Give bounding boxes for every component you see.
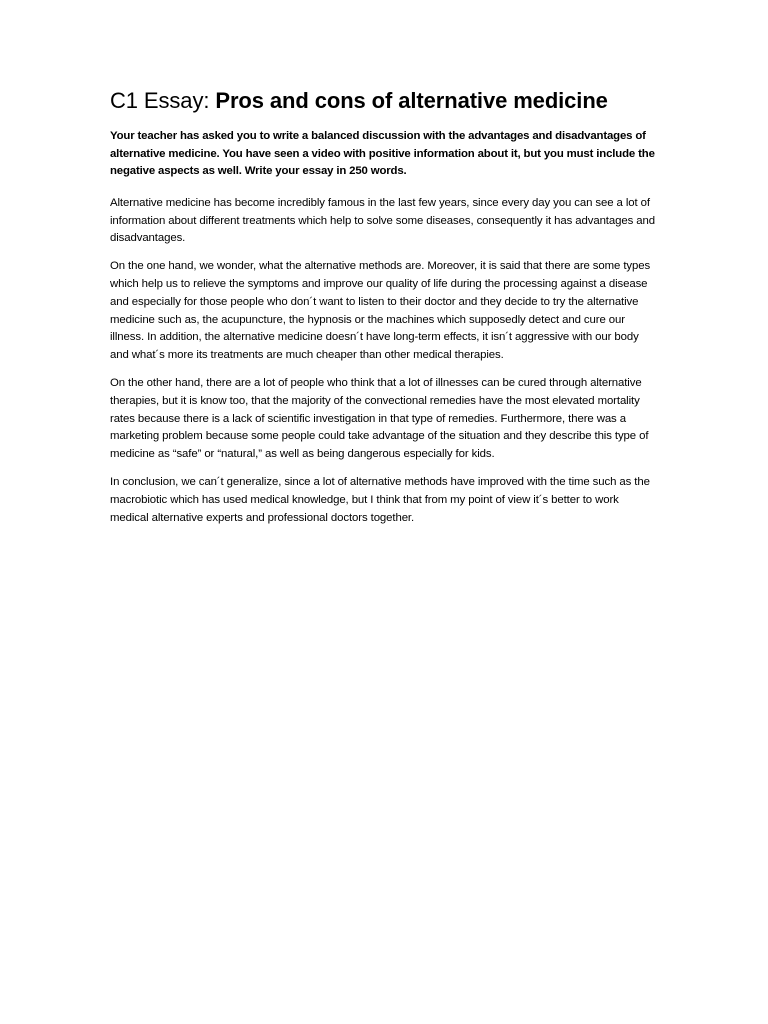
paragraph-disadvantages: On the other hand, there are a lot of people who think that a lot of illnesses can be cured through alternative therapies, but it is know too, that the majority of the convectional remedies have the most elevated mortality rates because there is a lack of scientific investigation in that type of remedies. Furthermore, there was a marketing problem because some people could take advantage of the situation and they describe this type of medicine as “safe” or “natural,” as well as being dangerous especially for kids. xyxy=(110,376,649,461)
essay-title xyxy=(110,86,658,116)
paragraph-conclusion: In conclusion, we can´t generalize, since a lot of alternative methods have improved with the time such as the macrobiotic which has used medical knowledge, but I think that from my point of view it´s better to work medical alternative experts and professional doctors together. xyxy=(110,475,650,524)
title-main: Pros and cons of alternative medicine xyxy=(215,88,608,113)
essay-instructions: Your teacher has asked you to write a balanced discussion with the advantages and disadvantages of alternative medicine. You have seen a video with positive information about it, but you must include the negative aspects as well. Write your essay in 250 words. xyxy=(110,130,655,178)
paragraph-introduction: Alternative medicine has become incredibly famous in the last few years, since every day you can see a lot of information about different treatments which help to solve some diseases, consequently it has advantages and disadvantages. xyxy=(110,196,655,245)
paragraph-advantages: On the one hand, we wonder, what the alternative methods are. Moreover, it is said that there are some types which help us to relieve the symptoms and improve our quality of life during the processing against a disease and especially for those people who don´t want to listen to their doctor and they decide to try the alternative medicine such as, the acupuncture, the hypnosis or the machines which supposedly detect and cure our illness. In addition, the alternative medicine doesn´t have long-term effects, it isn´t aggressive with our body and what´s more its treatments are much cheaper than other medical therapies. xyxy=(110,260,651,362)
title-prefix: C1 Essay: xyxy=(110,88,216,113)
document-page xyxy=(110,86,658,537)
